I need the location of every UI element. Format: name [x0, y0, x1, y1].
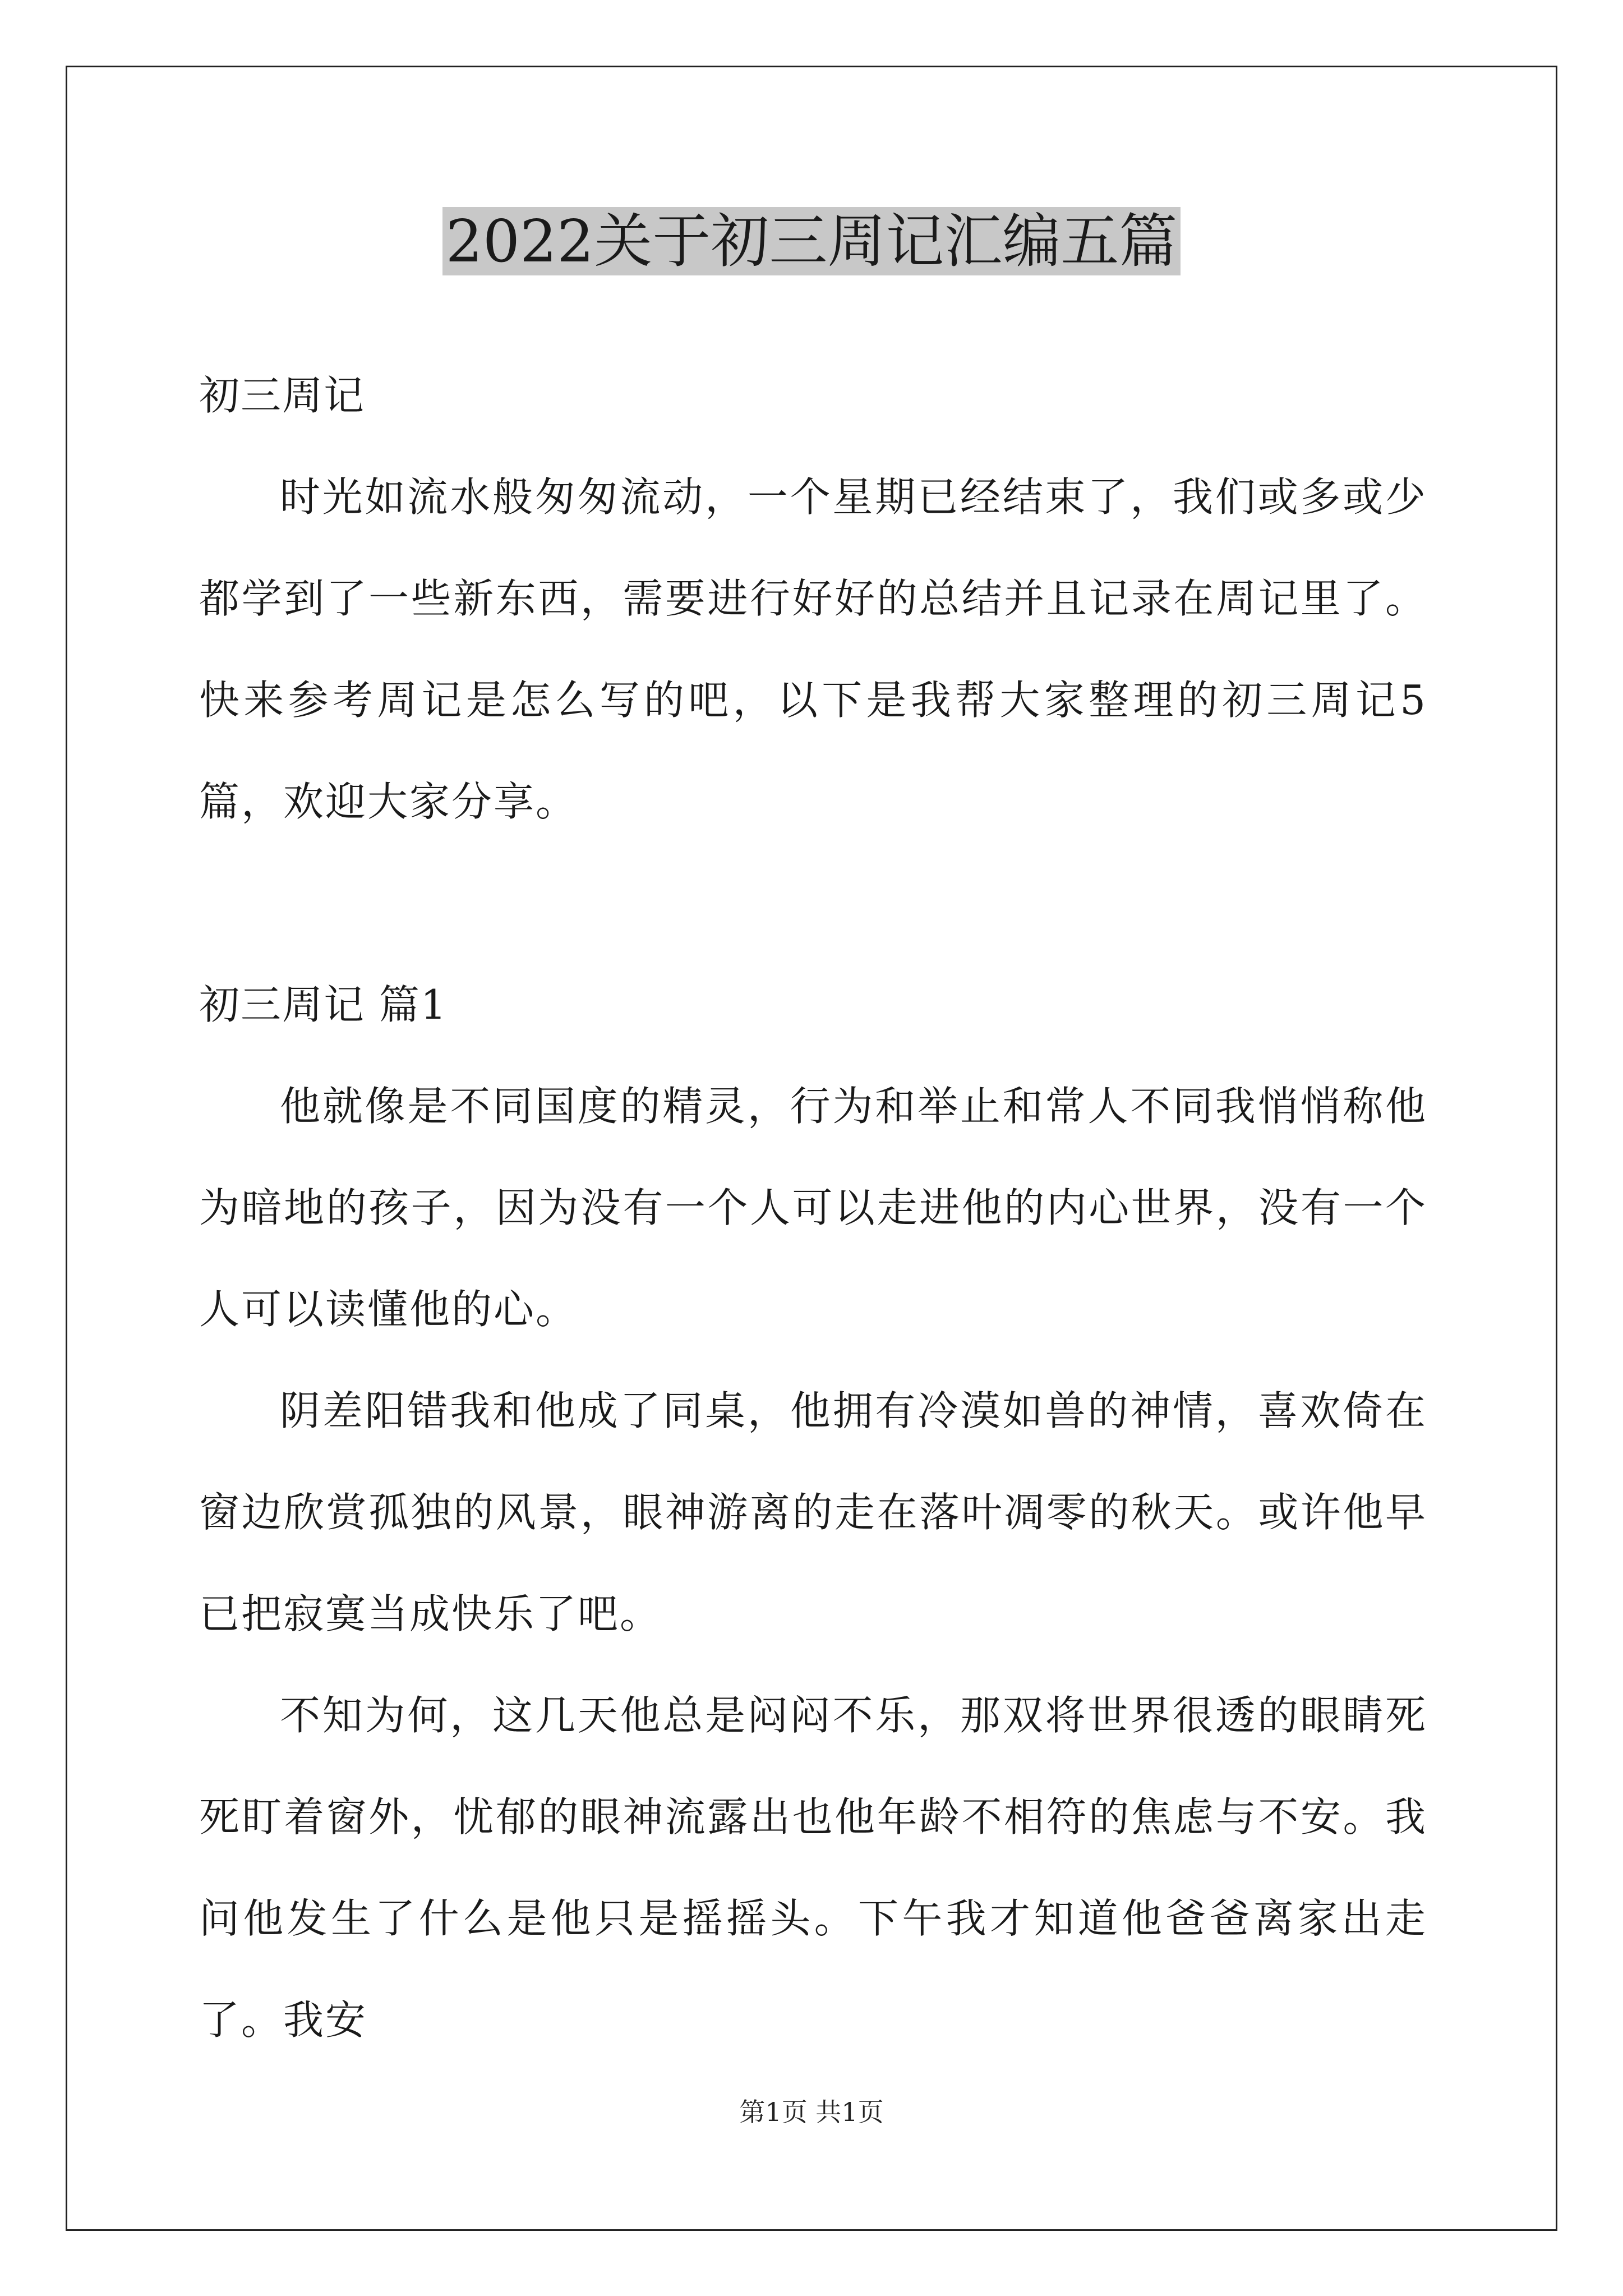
intro-heading: 初三周记	[199, 372, 366, 419]
body-paragraph: 阴差阳错我和他成了同桌，他拥有冷漠如兽的神情，喜欢倚在窗边欣赏孤独的风景，眼神游离的走在落叶凋零的秋天。或许他早已把寂寞当成快乐了吧。	[199, 1387, 1427, 1637]
document-body	[199, 345, 1427, 2071]
section-heading: 初三周记 篇1	[199, 981, 448, 1028]
body-paragraph: 他就像是不同国度的精灵，行为和举止和常人不同我悄悄称他为暗地的孩子，因为没有一个人可以走进他的内心世界，没有一个人可以读懂他的心。	[199, 1083, 1427, 1333]
intro-paragraph: 时光如流水般匆匆流动，一个星期已经结束了，我们或多或少都学到了一些新东西，需要进行好好的总结并且记录在周记里了。快来参考周记是怎么写的吧，以下是我帮大家整理的初三周记5篇，欢迎大家分享。	[199, 473, 1427, 825]
body-paragraph: 不知为何，这几天他总是闷闷不乐，那双将世界很透的眼睛死死盯着窗外，忧郁的眼神流露出也他年龄不相符的焦虑与不安。我问他发生了什么是他只是摇摇头。下午我才知道他爸爸离家出走了。我安	[199, 1692, 1427, 2044]
document-title-text: 2022关于初三周记汇编五篇	[442, 207, 1181, 275]
document-title	[0, 202, 1623, 280]
page-footer: 第1页 共1页	[739, 2097, 884, 2127]
